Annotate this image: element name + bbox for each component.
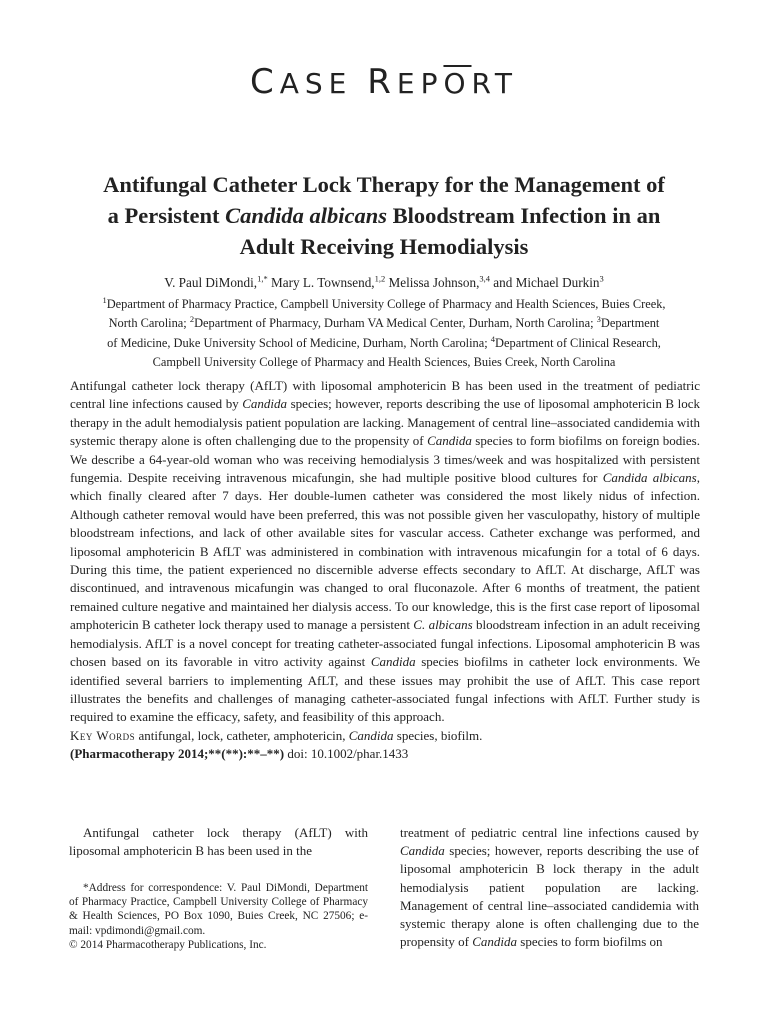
abstract-italic: Candida: [427, 433, 472, 449]
affil-line-3: [40, 334, 728, 353]
title-text: a Persistent: [107, 203, 226, 228]
affil-sup: 2: [189, 314, 195, 325]
keywords-text: species, biofilm.: [393, 727, 483, 743]
title-line-3: Adult Receiving Hemodialysis: [239, 234, 529, 259]
citation-doi: doi: 10.1002/phar.1433: [284, 746, 409, 762]
affil-text: North Carolina;: [108, 316, 190, 331]
author-affil-sup: 3: [599, 273, 604, 284]
header-text-ase: ASE: [279, 67, 353, 100]
affil-text: Department: [600, 316, 660, 331]
author-list: [40, 275, 728, 291]
affil-line-4: [40, 353, 728, 372]
affil-text: Department of Pharmacy Practice, Campbell University College of Pharmacy and Health Sciences, Buies Creek,: [106, 297, 666, 311]
citation-journal: (Pharmacotherapy 2014;**(**):**–**): [70, 746, 285, 762]
author-name: Mary L. Townsend,: [267, 275, 375, 290]
keywords-label: Key Words: [70, 727, 136, 743]
affil-sup: 1: [102, 294, 107, 305]
body-paragraph: [400, 824, 699, 951]
abstract-italic: Candida albicans: [602, 470, 697, 486]
affil-line-1: [40, 295, 728, 314]
affil-sup: 3: [596, 314, 601, 325]
author-name: V. Paul DiMondi,: [164, 275, 258, 290]
abstract-segment: species; however, reports describing the use of liposomal amphotericin B lock therapy in the adult hemodialysis patient population are lacking. Management of central line–associated candidemia with systemic therapy alone is often challenging due to the propensity of: [70, 396, 700, 449]
correspondence-footnote: [69, 881, 368, 952]
author-name: and Michael Durkin: [490, 275, 600, 290]
affil-text: of Medicine, Duke University School of Medicine, Durham, North Carolina;: [107, 335, 491, 350]
header-text-rt: RT: [471, 67, 519, 100]
keywords-italic: Candida: [348, 727, 394, 743]
affil-text: Campbell University College of Pharmacy and Health Sciences, Buies Creek, North Carolina: [152, 355, 616, 370]
header-text-o: $\overline{O}$: [443, 67, 472, 100]
affil-line-2: [40, 314, 728, 333]
header-text-ep: EP: [396, 67, 444, 100]
author-affil-sup: 1,*: [257, 273, 268, 284]
author-affil-sup: 1,2: [374, 273, 386, 284]
keywords-text: antifungal, lock, catheter, amphotericin,: [135, 727, 349, 743]
body-segment: species; however, reports describing the use of liposomal amphotericin B lock therapy in the adult hemodialysis patient population are lacking. Management of central line–associated candidemia with systemic therapy alone is often challenging due to the propensity of: [400, 843, 699, 950]
article-title: [60, 169, 708, 262]
title-text: Bloodstream Infection in an: [387, 203, 661, 228]
body-italic: Candida: [472, 934, 518, 950]
title-species: Candida albicans: [225, 203, 387, 228]
abstract-segment: species to form biofilms on foreign bodies. We describe a 64-year-old woman who was receiving hemodialysis 3 times/week and was hospitalized with persistent fungemia. Despite receiving intravenous micafungin, she had multiple positive blood cultures for: [70, 433, 700, 486]
title-line-2: [60, 200, 708, 231]
affil-text: Department of Clinical Research,: [495, 335, 661, 350]
body-paragraph: Antifungal catheter lock therapy (AfLT) with liposomal amphotericin B has been used in the: [69, 825, 368, 859]
abstract-segment: , which finally cleared after 7 days. Her double-lumen catheter was considered the most likely nidus of infection. Although catheter removal would have been preferred, this was not possible given her vasculopathy, history of multiple bloodstream infections, and lack of other available sites for vascular access. Catheter exchange was performed, and liposomal amphotericin B AfLT was administered in combination with intravenous micafungin for a total of 6 days. During this time, the patient experienced no discernible adverse effects secondary to AfLT. At discharge, AfLT was discontinued, and intravenous micafungin was changed to oral fluconazole. After 6 months of treatment, the patient remained culture negative and maintained her dialysis access. To our knowledge, this is the first case report of liposomal amphotericin B catheter lock therapy used to manage a persistent: [70, 470, 700, 633]
title-line-1: Antifungal Catheter Lock Therapy for the Management of: [103, 172, 665, 197]
body-italic: Candida: [400, 843, 445, 859]
affil-sup: 4: [490, 333, 496, 344]
abstract-italic: Candida: [242, 396, 288, 412]
body-segment: treatment of pediatric central line infections caused by: [400, 825, 699, 840]
abstract-italic: C. albicans: [413, 617, 473, 633]
abstract-segment: Antifungal catheter lock therapy (AfLT) with liposomal amphotericin B has been used in the treatment of pediatric central line infections caused by: [70, 378, 700, 412]
header-initial-r: R: [367, 62, 397, 102]
footnote-address: *Address for correspondence: V. Paul DiMondi, Department of Pharmacy Practice, Campbell University College of Pharmacy & Health Sciences, PO Box 1090, Buies Creek, NC 27506; e-mail: vpdimondi@gmail.com.: [69, 882, 368, 937]
author-affil-sup: 3,4: [479, 273, 490, 284]
abstract-segment: bloodstream infection in an adult receiving hemodialysis. AfLT is a novel concept for treating catheter-associated fungal infections. Liposomal amphotericin B was chosen based on its favorable in vitro activity against: [70, 617, 700, 670]
footnote-copyright: © 2014 Pharmacotherapy Publications, Inc.: [69, 938, 267, 951]
author-name: Melissa Johnson,: [385, 275, 480, 290]
abstract-italic: Candida: [370, 654, 416, 670]
body-column-left: [69, 824, 368, 860]
affil-text: Department of Pharmacy, Durham VA Medical Center, Durham, North Carolina;: [194, 316, 597, 331]
keywords: [70, 727, 700, 745]
abstract: [70, 377, 700, 764]
abstract-text: [70, 377, 700, 727]
abstract-segment: species biofilms in catheter lock environments. We identified several barriers to implementing AfLT, and these issues may prohibit the use of AfLT. This case report illustrates the benefits and challenges of managing catheter-associated fungal infections with AfLT. Further study is required to examine the efficacy, safety, and feasibility of this approach.: [70, 654, 700, 725]
citation: [70, 745, 700, 763]
affiliations: [40, 295, 728, 373]
section-header-case-report: [0, 62, 768, 102]
header-initial-c: C: [249, 62, 280, 102]
body-column-right: [400, 824, 699, 951]
body-segment: species to form biofilms on: [517, 934, 663, 950]
